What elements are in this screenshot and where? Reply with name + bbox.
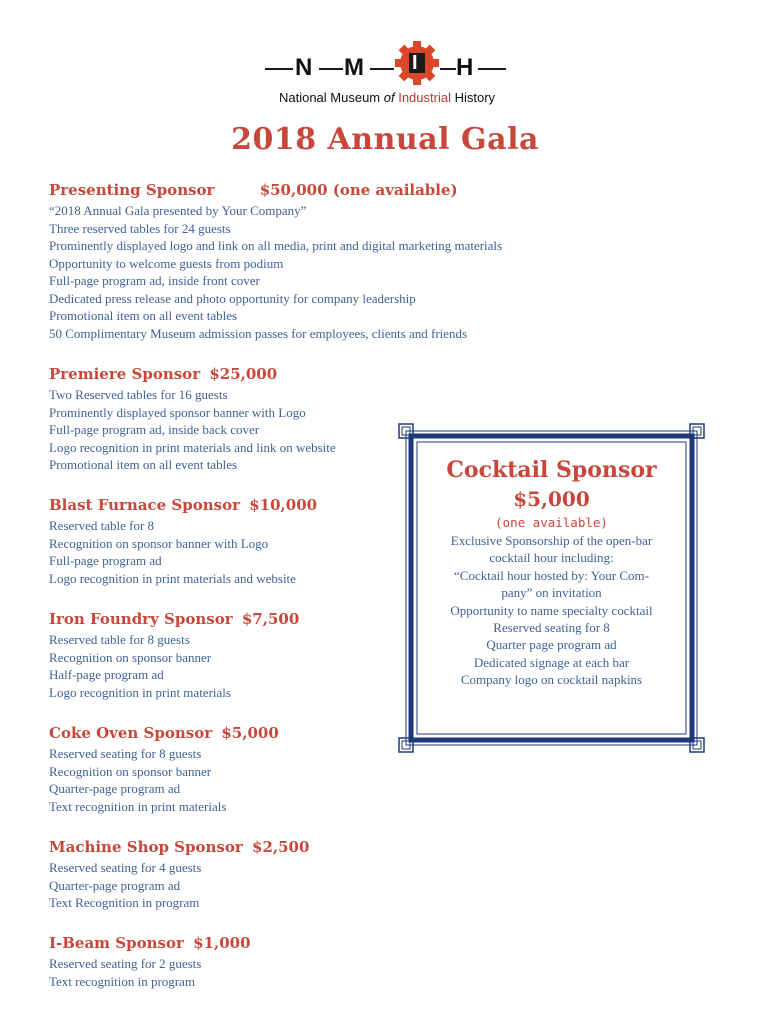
logo-letter-n: N (295, 54, 313, 81)
list-item: Promotional item on all event tables (49, 457, 238, 472)
list-item: Opportunity to name specialty cocktail (450, 602, 653, 618)
nmih-logo (262, 40, 512, 110)
section-name: Machine Shop Sponsor (49, 838, 243, 856)
list-item: Recognition on sponsor banner with Logo (49, 535, 269, 551)
list-item: Company logo on cocktail napkins (460, 672, 643, 688)
section-price: $2,500 (252, 838, 310, 856)
list-item: Reserved seating for 4 guests (49, 860, 202, 875)
list-item: Quarter page program ad (486, 637, 617, 653)
cocktail-content (425, 456, 678, 689)
list-item: Recognition on sponsor banner (49, 763, 212, 779)
list-item: Recognition on sponsor banner (49, 649, 212, 665)
section-name: I-Beam Sponsor (49, 934, 184, 952)
section-heading (49, 837, 309, 857)
section-coke-oven-sponsor (49, 723, 279, 815)
list-item: Three reserved tables for 24 guests (49, 220, 231, 236)
section-price: $50,000 (259, 181, 333, 199)
list-item: Prominently displayed logo and link on all media, print and digital marketing materials (49, 238, 503, 253)
cocktail-sponsor-box (397, 422, 706, 754)
section-price: $10,000 (249, 496, 318, 514)
section-price: $7,500 (241, 610, 300, 628)
list-item: Opportunity to welcome guests from podium (49, 255, 284, 271)
list-item: “2018 Annual Gala presented by Your Company” (49, 203, 307, 218)
list-item: pany” on invitation (501, 585, 602, 601)
section-iron-foundry-sponsor (49, 609, 299, 701)
list-item: Quarter-page program ad (49, 781, 181, 796)
list-item: Dedicated press release and photo opportunity for company leadership (49, 290, 416, 306)
list-item: Reserved table for 8 guests (49, 632, 190, 647)
list-item: Promotional item on all event tables (49, 308, 238, 323)
list-item: Text recognition in program (49, 973, 196, 989)
list-item: Two Reserved tables for 16 guests (49, 387, 228, 402)
logo-letter-h: H (456, 54, 474, 81)
list-item: Exclusive Sponsorship of the open-bar (450, 533, 653, 548)
section-name: Blast Furnace Sponsor (49, 496, 240, 514)
list-item: Reserved seating for 8 guests (49, 746, 202, 761)
logo-letter-m: M (344, 54, 364, 81)
section-heading (49, 364, 336, 384)
section-heading (49, 933, 251, 953)
list-item: Reserved seating for 8 (493, 620, 610, 636)
logo-letter-i: I (412, 52, 418, 74)
logo-rule-left (265, 68, 293, 70)
cocktail-note: (one available) (495, 515, 608, 530)
section-heading (49, 609, 299, 629)
list-item: Logo recognition in print materials and link on website (49, 439, 336, 455)
section-heading (49, 180, 502, 200)
section-name: Iron Foundry Sponsor (49, 610, 233, 628)
list-item: Logo recognition in print materials and website (49, 570, 296, 586)
section-heading (49, 723, 279, 743)
list-item: cocktail hour including: (489, 550, 614, 566)
list-item: Text recognition in print materials (49, 798, 227, 814)
list-item: Reserved seating for 2 guests (49, 956, 202, 971)
list-item: Reserved table for 8 (49, 518, 155, 533)
section-i-beam-sponsor (49, 933, 251, 990)
section-name: Coke Oven Sponsor (49, 724, 213, 742)
list-item: Quarter-page program ad (49, 877, 181, 893)
section-name: Presenting Sponsor (49, 181, 215, 199)
page-title: 2018 Annual Gala (231, 122, 539, 157)
list-item: Text Recognition in program (49, 895, 200, 910)
logo-rule-mid-left (319, 68, 343, 70)
list-item: Full-page program ad, inside front cover (49, 273, 260, 288)
list-item: Dedicated signage at each bar (473, 654, 630, 670)
cocktail-title: Cocktail Sponsor (446, 457, 657, 483)
list-item: 50 Complimentary Museum admission passes for employees, clients and friends (49, 325, 468, 341)
list-item: Full-page program ad, inside back cover (49, 422, 260, 437)
list-item: Logo recognition in print materials (49, 684, 231, 700)
logo-rule-mid-right (440, 68, 456, 70)
section-premiere-sponsor (49, 364, 336, 474)
logo-subtitle: National Museum of Industrial History (278, 90, 496, 105)
list-item: Full-page program ad (49, 553, 162, 568)
logo-rule-right (478, 68, 506, 70)
list-item: “Cocktail hour hosted by: Your Com- (454, 567, 649, 583)
logo-rule-mid (370, 68, 394, 70)
section-price: $5,000 (221, 724, 279, 742)
section-price: $25,000 (209, 365, 278, 383)
section-blast-furnace-sponsor (49, 495, 317, 587)
cocktail-price: $5,000 (513, 487, 590, 511)
section-machine-shop-sponsor (49, 837, 309, 912)
section-presenting-sponsor (49, 180, 502, 342)
section-heading (49, 495, 317, 515)
list-item: Half-page program ad (49, 667, 164, 682)
section-note: (one available) (332, 181, 458, 199)
section-price: $1,000 (193, 934, 251, 952)
list-item: Prominently displayed sponsor banner with Logo (49, 404, 306, 420)
section-name: Premiere Sponsor (49, 365, 201, 383)
